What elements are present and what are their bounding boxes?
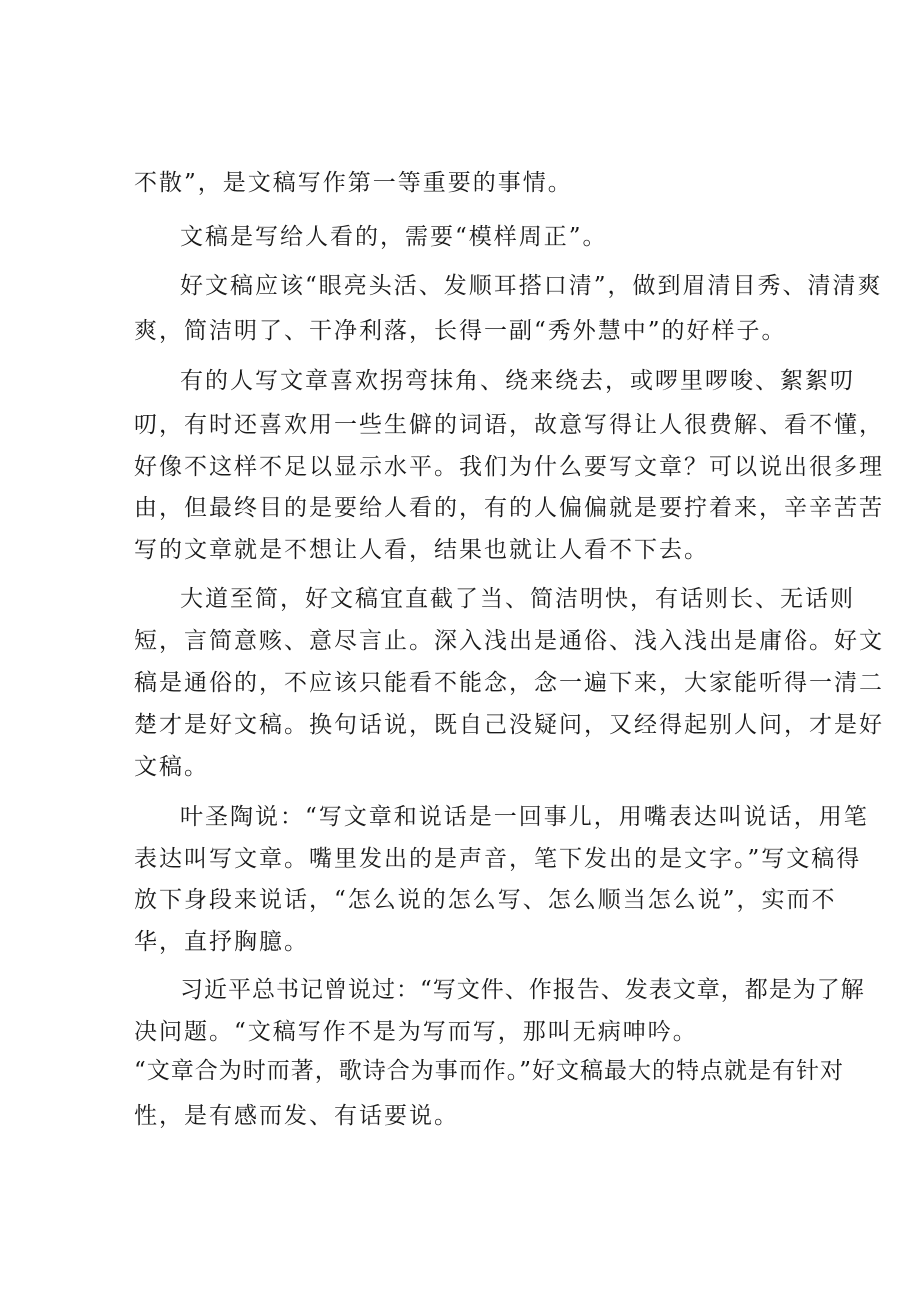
paragraph-line: 短，言简意赅、意尽言止。深入浅出是通俗、浅入浅出是庸俗。好文 [134, 628, 884, 654]
paragraph-line: 叶圣陶说：“写文章和说话是一回事儿，用嘴表达叫说话，用笔 [180, 804, 869, 830]
paragraph-line: 华，直抒胸臆。 [134, 929, 309, 955]
paragraph-line: 性，是有感而发、有话要说。 [134, 1103, 459, 1129]
paragraph-line: 不散”，是文稿写作第一等重要的事情。 [134, 170, 573, 196]
paragraph-line: 楚才是好文稿。换句话说，既自己没疑问，又经得起别人问，才是好 [134, 712, 884, 738]
paragraph-line: 爽，简洁明了、干净利落，长得一副“秀外慧中”的好样子。 [134, 318, 787, 344]
paragraph-line: “文章合为时而著，歌诗合为事而作。”好文稿最大的特点就是有针对 [134, 1058, 845, 1084]
paragraph-line: 有的人写文章喜欢拐弯抹角、绕来绕去，或啰里啰唆、絮絮叨 [180, 368, 855, 394]
paragraph-line: 决问题。“文稿写作不是为写而写，那叫无病呻吟。 [134, 1019, 698, 1045]
paragraph-line: 稿是通俗的，不应该只能看不能念，念一遍下来，大家能听得一清二 [134, 670, 884, 696]
paragraph-line: 大道至简，好文稿宜直截了当、简洁明快，有话则长、无话则 [180, 586, 855, 612]
paragraph-line: 好像不这样不足以显示水平。我们为什么要写文章？可以说出很多理 [134, 454, 884, 480]
paragraph-line: 叨，有时还喜欢用一些生僻的词语，故意写得让人很费解、看不懂， [134, 412, 884, 438]
paragraph-line: 文稿。 [134, 754, 209, 780]
paragraph-line: 文稿是写给人看的，需要“模样周正”。 [180, 224, 608, 250]
paragraph-line: 习近平总书记曾说过：“写文件、作报告、发表文章，都是为了解 [180, 977, 865, 1003]
paragraph-line: 写的文章就是不想让人看，结果也就让人看不下去。 [134, 537, 709, 563]
paragraph-line: 表达叫写文章。嘴里发出的是声音，笔下发出的是文字。”写文稿得 [134, 846, 862, 872]
paragraph-line: 由，但最终目的是要给人看的，有的人偏偏就是要拧着来，辛辛苦苦 [134, 495, 884, 521]
paragraph-line: 好文稿应该“眼亮头活、发顺耳搭口清”，做到眉清目秀、清清爽 [180, 273, 883, 299]
paragraph-line: 放下身段来说话，“怎么说的怎么写、怎么顺当怎么说”，实而不 [134, 887, 837, 913]
